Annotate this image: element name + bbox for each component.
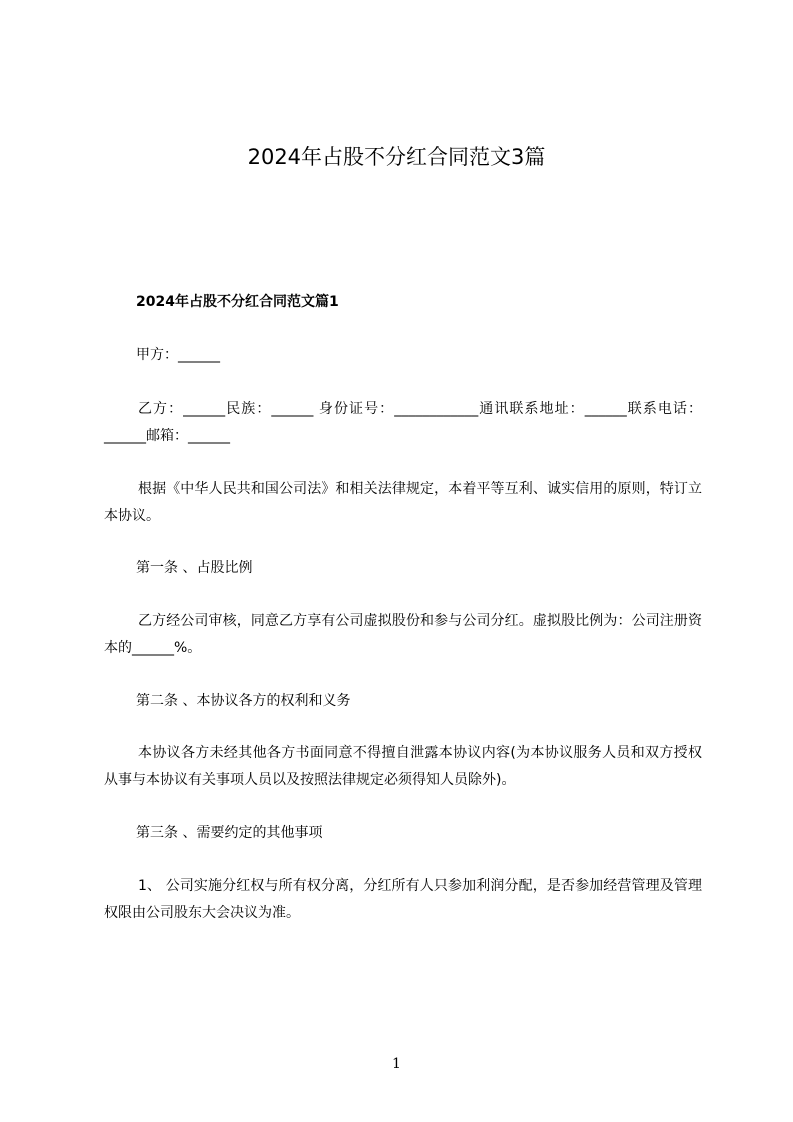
article-3-heading: 第三条 、需要约定的其他事项	[136, 825, 323, 841]
party-a-line: 甲方：______	[136, 347, 220, 363]
party-b-info: 乙方：______民族：______ 身份证号：____________通讯联系地址：______联系电话：______邮箱：______	[104, 401, 702, 444]
article-2-heading: 第二条 、本协议各方的权利和义务	[136, 693, 351, 709]
article-1-body: 乙方经公司审核，同意乙方享有公司虚拟股份和参与公司分红。虚拟股比例为：公司注册资本的______%。	[104, 613, 702, 656]
article-3-clause-1: 1、 公司实施分红权与所有权分离，分红所有人只参加利润分配，是否参加经营管理及管理权限由公司股东大会决议为准。	[104, 878, 702, 921]
preamble-paragraph: 根据《中华人民共和国公司法》和相关法律规定，本着平等互利、诚实信用的原则，特订立本协议。	[104, 481, 702, 524]
page-title: 2024年占股不分红合同范文3篇	[247, 145, 546, 169]
article-2-body: 本协议各方未经其他各方书面同意不得擅自泄露本协议内容(为本协议服务人员和双方授权从事与本协议有关事项人员以及按照法律规定必须得知人员除外)。	[104, 745, 702, 788]
section-heading: 2024年占股不分红合同范文篇1	[136, 294, 339, 310]
article-1-heading: 第一条 、占股比例	[136, 560, 253, 576]
page-number: 1	[392, 1056, 401, 1072]
